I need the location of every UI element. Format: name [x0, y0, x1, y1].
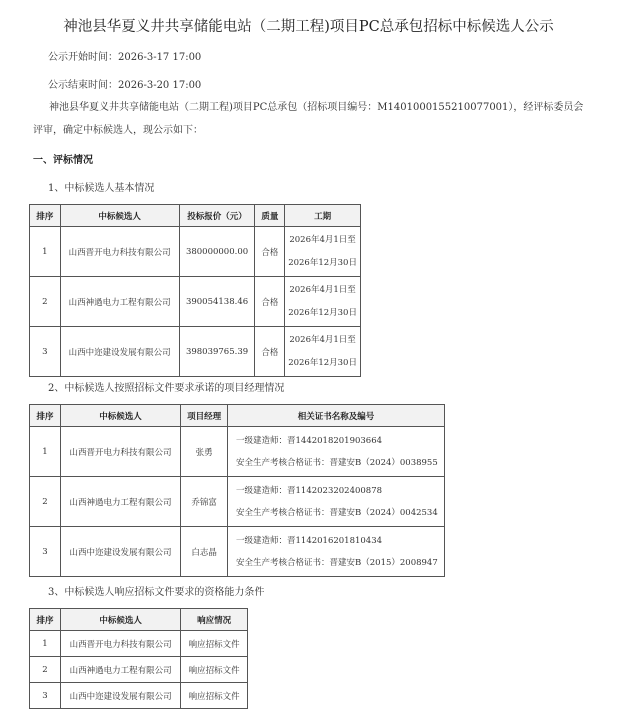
candidates-basic-table — [29, 204, 361, 377]
price-cell: 380000000.00 — [179, 227, 255, 277]
certificate-cell — [228, 527, 445, 577]
response-cell: 响应招标文件 — [181, 683, 248, 709]
table-header-row — [30, 205, 361, 227]
company-cell: 山西晋开电力科技有限公司 — [60, 631, 180, 657]
qualification-response-table — [29, 608, 248, 709]
period-cell — [285, 227, 361, 277]
table-row — [30, 277, 361, 327]
period-from: 2026年4月1日至 — [289, 334, 356, 345]
rank-cell: 1 — [30, 631, 61, 657]
column-header-rank: 排序 — [30, 205, 61, 227]
certificate-cell — [228, 477, 445, 527]
period-to: 2026年12月30日 — [288, 307, 357, 318]
certificate-cell — [228, 427, 445, 477]
constructor-certificate: 一级建造师：晋1142023202400878 — [236, 485, 383, 496]
company-cell: 山西晋开电力科技有限公司 — [60, 427, 180, 477]
project-manager-table — [29, 404, 445, 577]
price-cell: 398039765.39 — [179, 327, 255, 377]
intro-paragraph: 神池县华夏义井共享储能电站（二期工程)项目PC总承包（招标项目编号：M1401000155210077001），经评标委员会评审，确定中标候选人，现公示如下： — [33, 102, 584, 136]
company-cell: 山西神過电力工程有限公司 — [60, 277, 179, 327]
table-row — [30, 477, 445, 527]
quality-cell: 合格 — [255, 277, 285, 327]
quality-cell: 合格 — [255, 327, 285, 377]
column-header-candidate: 中标候选人 — [60, 609, 180, 631]
period-cell — [285, 277, 361, 327]
table-row — [30, 327, 361, 377]
rank-cell: 2 — [30, 277, 61, 327]
company-cell: 山西中迩建设发展有限公司 — [60, 683, 180, 709]
subsection-heading-project-manager: 2、中标候选人按照招标文件要求承诺的项目经理情况 — [48, 383, 285, 394]
period-to: 2026年12月30日 — [288, 357, 357, 368]
rank-cell: 3 — [30, 327, 61, 377]
manager-cell: 张勇 — [181, 427, 228, 477]
constructor-certificate: 一级建造师：晋1142016201810434 — [236, 535, 383, 546]
period-from: 2026年4月1日至 — [289, 284, 356, 295]
column-header-period: 工期 — [285, 205, 361, 227]
table-row — [30, 631, 248, 657]
period-from: 2026年4月1日至 — [289, 234, 356, 245]
rank-cell: 2 — [30, 477, 61, 527]
company-cell: 山西中迩建设发展有限公司 — [60, 327, 179, 377]
page-title: 神池县华夏义井共享储能电站（二期工程)项目PC总承包招标中标候选人公示 — [63, 19, 554, 35]
table-row — [30, 227, 361, 277]
column-header-certificates: 相关证书名称及编号 — [228, 405, 445, 427]
column-header-manager: 项目经理 — [181, 405, 228, 427]
company-cell: 山西神過电力工程有限公司 — [60, 657, 180, 683]
period-to: 2026年12月30日 — [288, 257, 357, 268]
table-header-row — [30, 405, 445, 427]
safety-certificate: 安全生产考核合格证书：晋建安B（2024）0038955 — [236, 457, 438, 468]
column-header-quality: 质量 — [255, 205, 285, 227]
price-cell: 390054138.46 — [179, 277, 255, 327]
subsection-heading-basic-info: 1、中标候选人基本情况 — [48, 183, 155, 194]
column-header-candidate: 中标候选人 — [60, 405, 180, 427]
quality-cell: 合格 — [255, 227, 285, 277]
subsection-heading-qualification: 3、中标候选人响应招标文件要求的资格能力条件 — [48, 587, 265, 598]
company-cell: 山西晋开电力科技有限公司 — [60, 227, 179, 277]
column-header-response: 响应情况 — [181, 609, 248, 631]
company-cell: 山西神過电力工程有限公司 — [60, 477, 180, 527]
period-cell — [285, 327, 361, 377]
manager-cell: 乔锦富 — [181, 477, 228, 527]
column-header-bid-price: 投标报价（元） — [179, 205, 255, 227]
column-header-candidate: 中标候选人 — [60, 205, 179, 227]
table-row — [30, 527, 445, 577]
rank-cell: 1 — [30, 427, 61, 477]
safety-certificate: 安全生产考核合格证书：晋建安B（2015）2008947 — [236, 557, 438, 568]
table-row — [30, 683, 248, 709]
table-row — [30, 657, 248, 683]
table-header-row — [30, 609, 248, 631]
rank-cell: 3 — [30, 683, 61, 709]
rank-cell: 1 — [30, 227, 61, 277]
column-header-rank: 排序 — [30, 609, 61, 631]
rank-cell: 3 — [30, 527, 61, 577]
column-header-rank: 排序 — [30, 405, 61, 427]
rank-cell: 2 — [30, 657, 61, 683]
table-row — [30, 427, 445, 477]
notice-start-time: 公示开始时间：2026-3-17 17:00 — [48, 52, 202, 63]
company-cell: 山西中迩建设发展有限公司 — [60, 527, 180, 577]
response-cell: 响应招标文件 — [181, 657, 248, 683]
notice-end-time: 公示结束时间：2026-3-20 17:00 — [48, 80, 202, 91]
manager-cell: 白志晶 — [181, 527, 228, 577]
constructor-certificate: 一级建造师：晋1442018201903664 — [236, 435, 383, 446]
response-cell: 响应招标文件 — [181, 631, 248, 657]
safety-certificate: 安全生产考核合格证书：晋建安B（2024）0042534 — [236, 507, 438, 518]
section-heading-evaluation: 一、评标情况 — [33, 155, 93, 166]
